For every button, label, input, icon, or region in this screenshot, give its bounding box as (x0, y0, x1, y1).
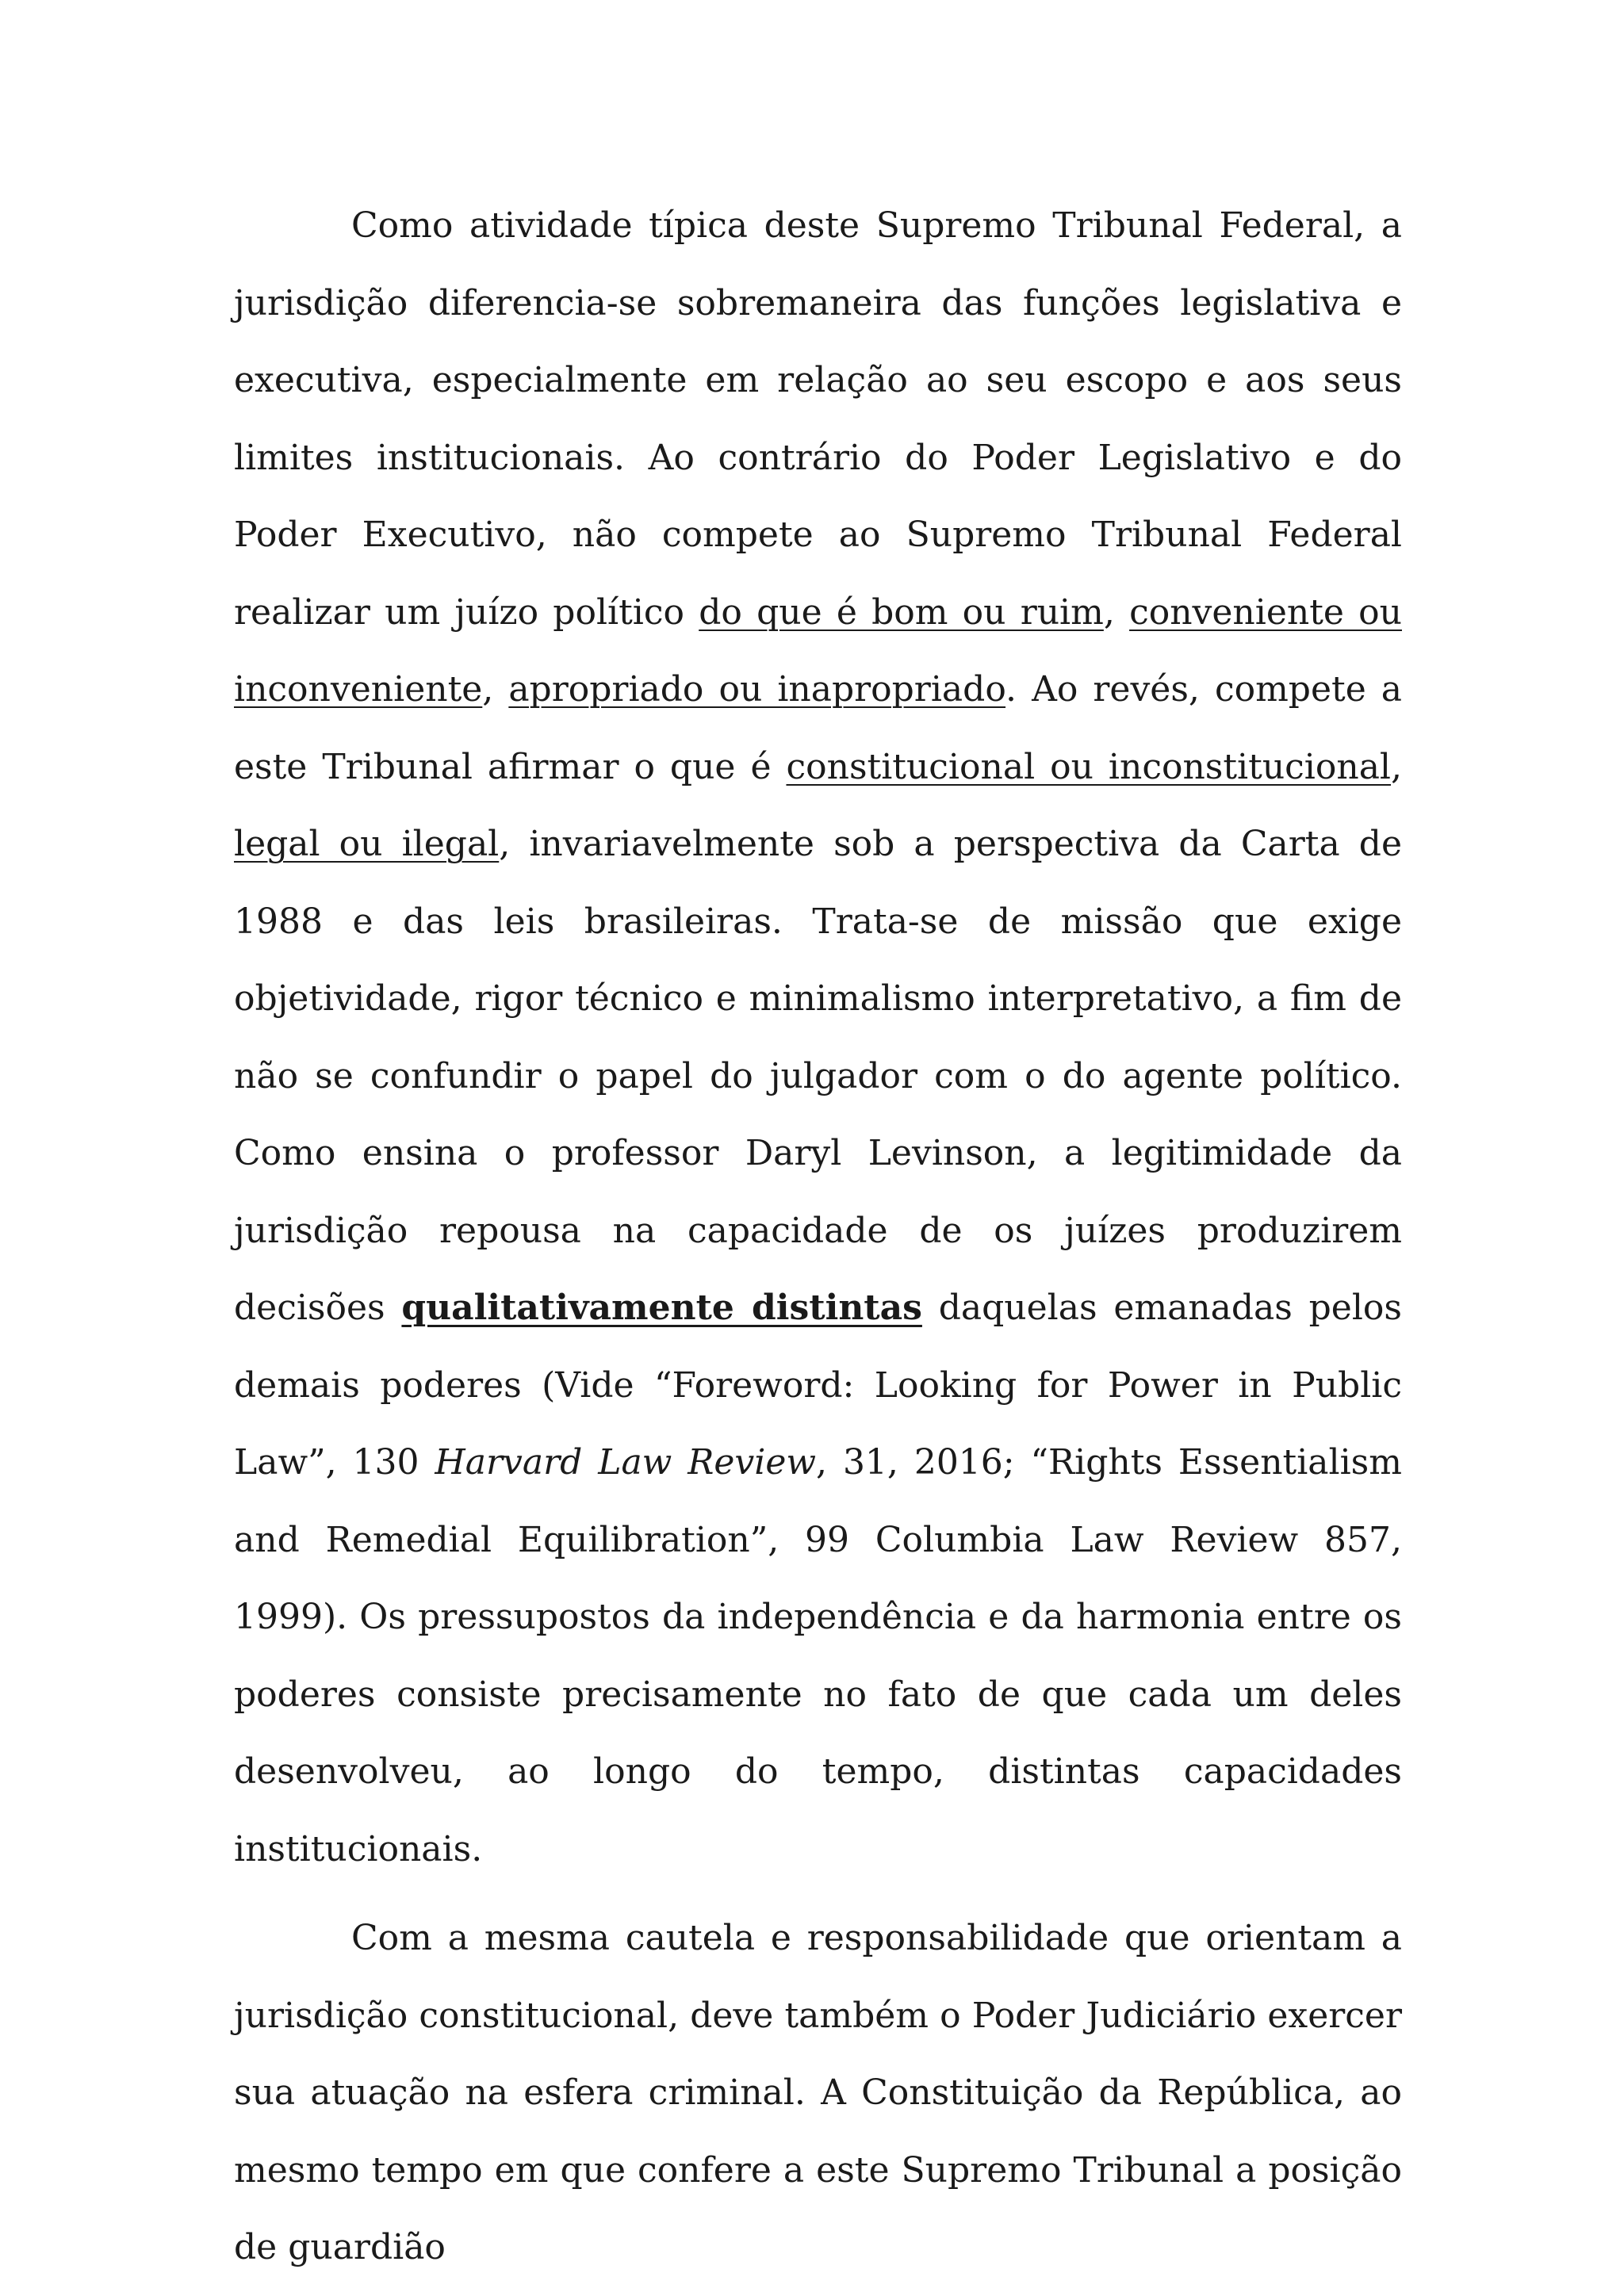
text-run: , (482, 669, 509, 710)
text-run: , (1391, 746, 1402, 787)
text-run: , 31, 2016; “Rights Essentialism and Remedial Equilibration”, 99 Columbia Law Review 857, 1999). Os pressupostos da independência e da harmonia entre os poderes consiste precisamente no fato de que cada um deles desenvolveu, ao longo do tempo, distintas capacidades institucionais. (234, 1442, 1402, 1869)
underlined-phrase: legal ou ilegal (234, 824, 500, 864)
underlined-phrase: conveniente ou inconveniente (234, 591, 1402, 710)
text-run: . Ao revés, compete a este Tribunal afirmar o que é (234, 669, 1402, 787)
underlined-phrase: apropriado ou inapropriado (508, 669, 1006, 710)
underlined-phrase: constitucional ou inconstitucional (786, 746, 1391, 787)
text-run: , invariavelmente sob a perspectiva da Carta de 1988 e das leis brasileiras. Trata-se de missão que exige objetividade, rigor técnico e minimalismo interpretativo, a fim de não se confundir o papel do julgador com o do agente político. Como ensina o professor Daryl Levinson, a legitimidade da jurisdição repousa na capacidade de os juízes produzirem decisões (234, 824, 1402, 1328)
italic-journal-title: Harvard Law Review (435, 1442, 817, 1483)
bold-underlined-phrase: qualitativamente distintas (401, 1288, 922, 1328)
text-run: daquelas emanadas pelos demais poderes (Vide “Foreword: Looking for Power in Public Law”, 130 (234, 1288, 1402, 1483)
text-run: Como atividade típica deste Supremo Tribunal Federal, a jurisdição diferencia-se sobremaneira das funções legislativa e executiva, especialmente em relação ao seu escopo e aos seus limites institucionais. Ao contrário do Poder Legislativo e do Poder Executivo, não compete ao Supremo Tribunal Federal realizar um juízo político (234, 205, 1402, 633)
paragraph-1 (234, 187, 1402, 1888)
text-run: , (1103, 591, 1130, 633)
underlined-phrase: do que é bom ou ruim (699, 591, 1104, 633)
document-body (234, 187, 1402, 2286)
paragraph-2: Com a mesma cautela e responsabilidade que orientam a jurisdição constitucional, deve também o Poder Judiciário exercer sua atuação na esfera criminal. A Constituição da República, ao mesmo tempo em que confere a este Supremo Tribunal a posição de guardião (234, 1918, 1402, 2267)
